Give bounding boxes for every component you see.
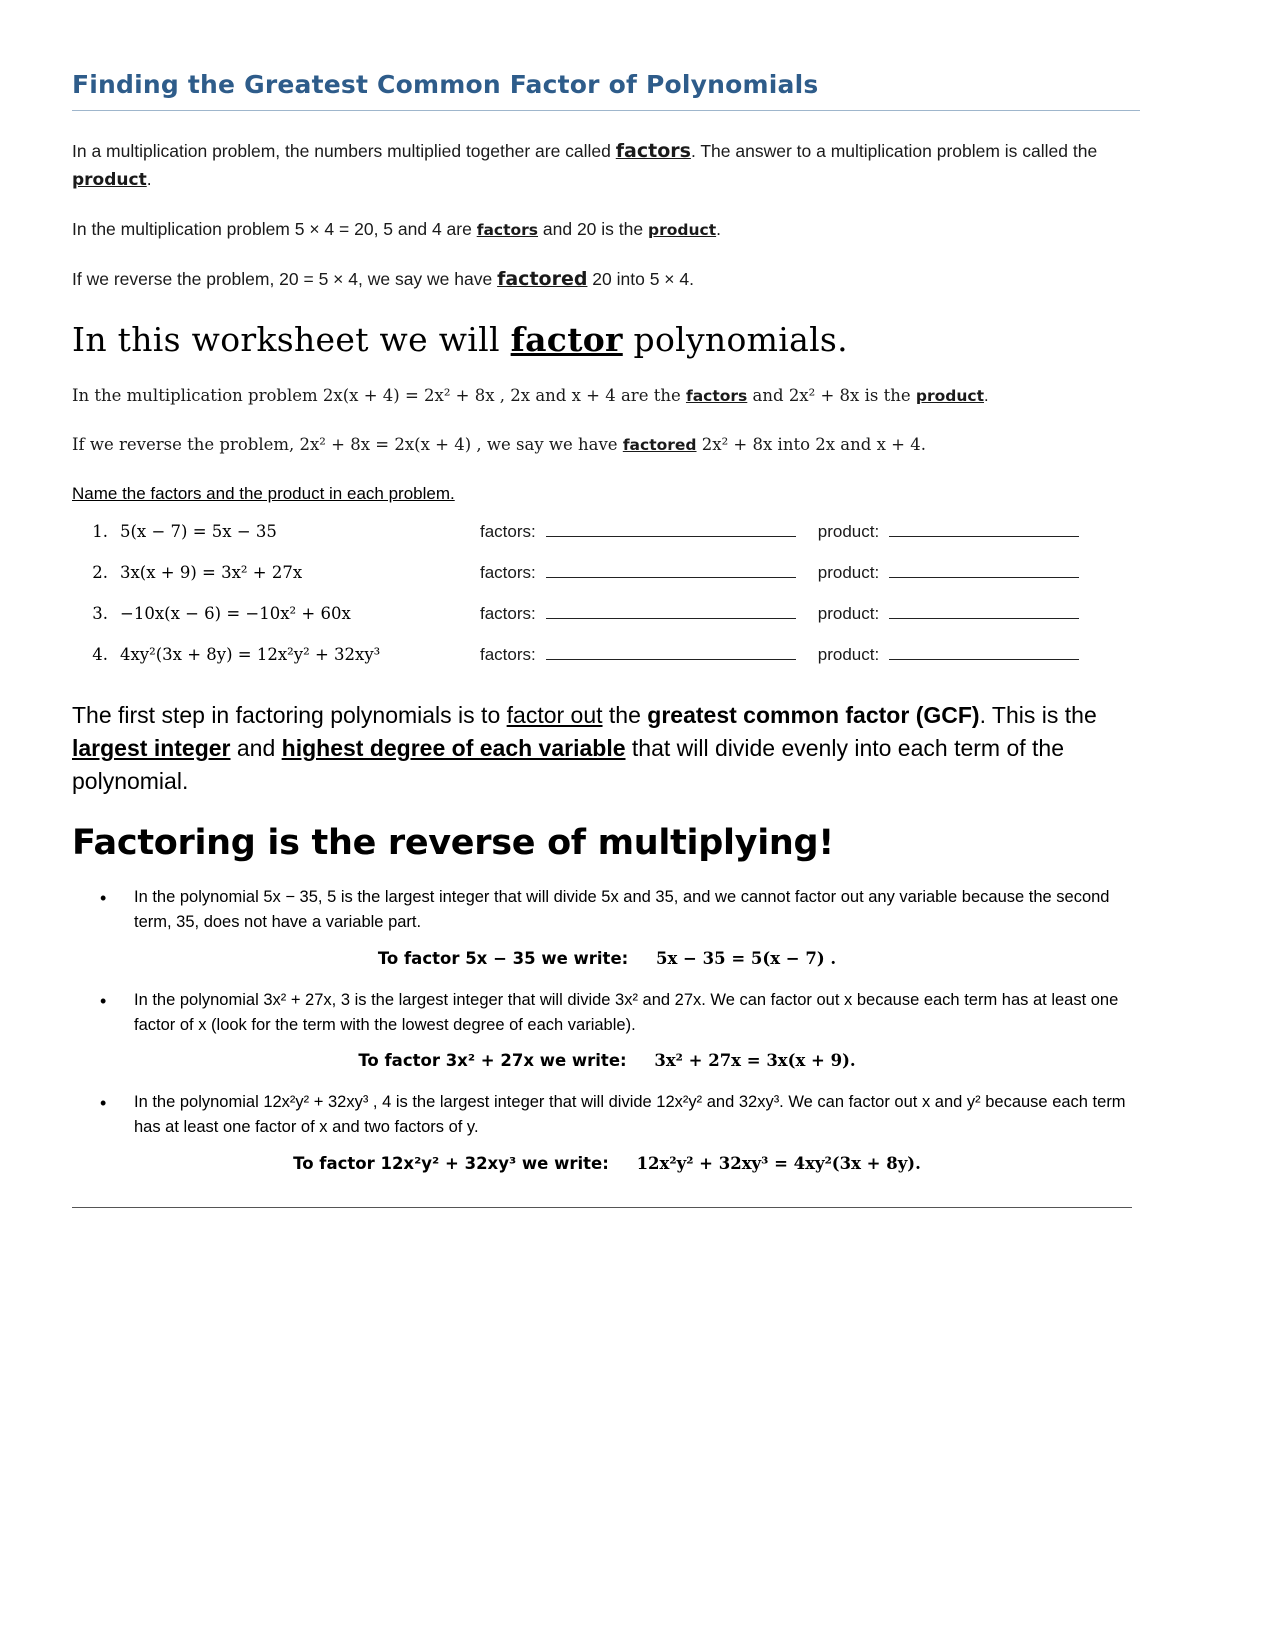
factors-answer-blank[interactable] <box>546 604 796 619</box>
intro-paragraph-3 <box>72 265 1142 294</box>
explanation-bullets <box>72 885 1142 1173</box>
factors-answer-blank[interactable] <box>546 563 796 578</box>
statement-underline-highest-degree: highest degree of each variable <box>281 735 626 762</box>
intro-p3-text-a: If we reverse the problem, 20 = 5 × 4, we say we have <box>72 268 498 289</box>
problem-number: 2. <box>92 563 108 583</box>
headline-part-1: In this worksheet we will <box>72 320 511 360</box>
product-answer-blank[interactable] <box>889 522 1079 537</box>
intro-p2-keyword-factors: factors <box>476 220 539 239</box>
headline-part-2: polynomials. <box>622 320 848 360</box>
list-item <box>72 1090 1142 1140</box>
problem-row <box>72 604 1142 624</box>
to-factor-line <box>72 949 1142 968</box>
poly-p4-keyword-product: product <box>915 387 984 406</box>
bullet-text: In the polynomial 5x − 35, 5 is the largest integer that will divide 5x and 35, and we cannot factor out any variable because the second term, 35, does not have a variable part. <box>134 888 1110 932</box>
intro-paragraph-1 <box>72 137 1142 194</box>
footer-divider <box>72 1207 1132 1208</box>
to-factor-equation: 5x − 35 = 5(x − 7) . <box>656 948 837 968</box>
poly-p5-text-b: 2x² + 8x into 2x and x + 4. <box>696 434 926 454</box>
product-answer-blank[interactable] <box>889 645 1079 660</box>
list-item <box>72 885 1142 935</box>
problem-expression: 4xy²(3x + 8y) = 12x²y² + 32xy³ <box>120 645 381 665</box>
problem-factors-label: factors: <box>480 522 536 542</box>
problem-product-label: product: <box>817 645 880 665</box>
intro-p2-text-b: and 20 is the <box>538 218 648 239</box>
intro-p1-keyword-factors: factors <box>615 140 691 162</box>
bullet-text: In the polynomial 3x² + 27x, 3 is the largest integer that will divide 3x² and 27x. We can factor out x because each term has at least one factor of x (look for the term with the lowest degree of each variable). <box>134 990 1119 1034</box>
to-factor-label: To factor 12x²y² + 32xy³ we write: <box>293 1153 609 1173</box>
page-content <box>72 70 1142 1208</box>
intro-p1-keyword-product: product <box>72 170 147 191</box>
intro-p1-text-a: In a multiplication problem, the numbers multiplied together are called <box>72 141 616 161</box>
to-factor-equation: 12x²y² + 32xy³ = 4xy²(3x + 8y). <box>636 1153 921 1173</box>
factors-answer-blank[interactable] <box>546 522 796 537</box>
title-divider <box>72 110 1140 111</box>
intro-p2-text-a: In the multiplication problem 5 × 4 = 20, 5 and 4 are <box>72 218 477 239</box>
product-answer-blank[interactable] <box>889 604 1079 619</box>
poly-p5-keyword-factored: factored <box>622 435 697 454</box>
worksheet-headline <box>72 320 1142 359</box>
to-factor-line <box>72 1154 1142 1173</box>
problem-product-label: product: <box>817 563 880 583</box>
problem-row <box>72 563 1142 583</box>
page-title: Finding the Greatest Common Factor of Polynomials <box>72 70 819 99</box>
problem-row <box>72 522 1142 542</box>
problem-factors-label: factors: <box>480 604 536 624</box>
statement-bold-gcf: greatest common factor (GCF) <box>647 702 980 729</box>
to-factor-label: To factor 5x − 35 we write: <box>377 948 629 968</box>
poly-paragraph-1 <box>72 383 1142 410</box>
poly-p4-text-c: . <box>983 387 989 406</box>
problem-number: 4. <box>92 645 108 665</box>
intro-paragraph-2 <box>72 216 1142 243</box>
intro-p3-keyword-factored: factored <box>497 267 588 290</box>
exercise-instruction: Name the factors and the product in each problem. <box>72 484 455 504</box>
factoring-banner: Factoring is the reverse of multiplying! <box>72 823 834 864</box>
bullet-marker-icon: • <box>100 990 107 1011</box>
problem-expression: 3x(x + 9) = 3x² + 27x <box>120 563 303 583</box>
problem-product-label: product: <box>817 604 880 624</box>
poly-paragraph-2 <box>72 432 1142 459</box>
problem-factors-label: factors: <box>480 645 536 665</box>
problem-product-label: product: <box>817 522 880 542</box>
statement-text-b: the <box>602 702 648 729</box>
problem-factors-label: factors: <box>480 563 536 583</box>
statement-text-a: The first step in factoring polynomials is to <box>72 702 507 729</box>
intro-p2-text-c: . <box>716 218 721 239</box>
problem-expression: 5(x − 7) = 5x − 35 <box>120 522 277 542</box>
headline-keyword-factor: factor <box>510 320 623 360</box>
bullet-marker-icon: • <box>100 1093 107 1114</box>
list-item <box>72 988 1142 1038</box>
poly-p4-keyword-factors: factors <box>685 387 748 406</box>
factors-answer-blank[interactable] <box>546 645 796 660</box>
poly-p4-text-b: and 2x² + 8x is the <box>747 386 916 406</box>
statement-underline-factor-out: factor out <box>506 702 603 729</box>
product-answer-blank[interactable] <box>889 563 1079 578</box>
intro-p3-text-b: 20 into 5 × 4. <box>587 268 694 289</box>
problem-list <box>72 522 1142 665</box>
problem-expression: −10x(x − 6) = −10x² + 60x <box>120 604 351 624</box>
to-factor-line <box>72 1051 1142 1070</box>
problem-row <box>72 645 1142 665</box>
to-factor-equation: 3x² + 27x = 3x(x + 9). <box>654 1051 856 1071</box>
problem-number: 3. <box>92 604 108 624</box>
statement-text-d: and <box>230 735 282 762</box>
intro-p1-text-c: . <box>146 169 152 190</box>
intro-p1-text-b: . The answer to a multiplication problem is called the <box>690 141 1098 161</box>
statement-text-c: . This is the <box>979 702 1097 729</box>
statement-text-e: that will divide evenly into each term of the polynomial. <box>72 735 1065 794</box>
poly-p5-text-a: If we reverse the problem, 2x² + 8x = 2x(x + 4) , we say we have <box>72 434 623 454</box>
problem-number: 1. <box>92 522 108 542</box>
statement-underline-largest-integer: largest integer <box>72 735 231 762</box>
bullet-text: In the polynomial 12x²y² + 32xy³ , 4 is the largest integer that will divide 12x²y² and 32xy³. We can factor out x and y² because each term has at least one factor of x and two factors of y. <box>134 1093 1126 1137</box>
to-factor-label: To factor 3x² + 27x we write: <box>358 1051 627 1071</box>
gcf-statement <box>72 699 1142 797</box>
bullet-marker-icon: • <box>100 888 107 909</box>
poly-p4-text-a: In the multiplication problem 2x(x + 4) = 2x² + 8x , 2x and x + 4 are the <box>72 386 686 406</box>
intro-p2-keyword-product: product <box>647 220 717 239</box>
